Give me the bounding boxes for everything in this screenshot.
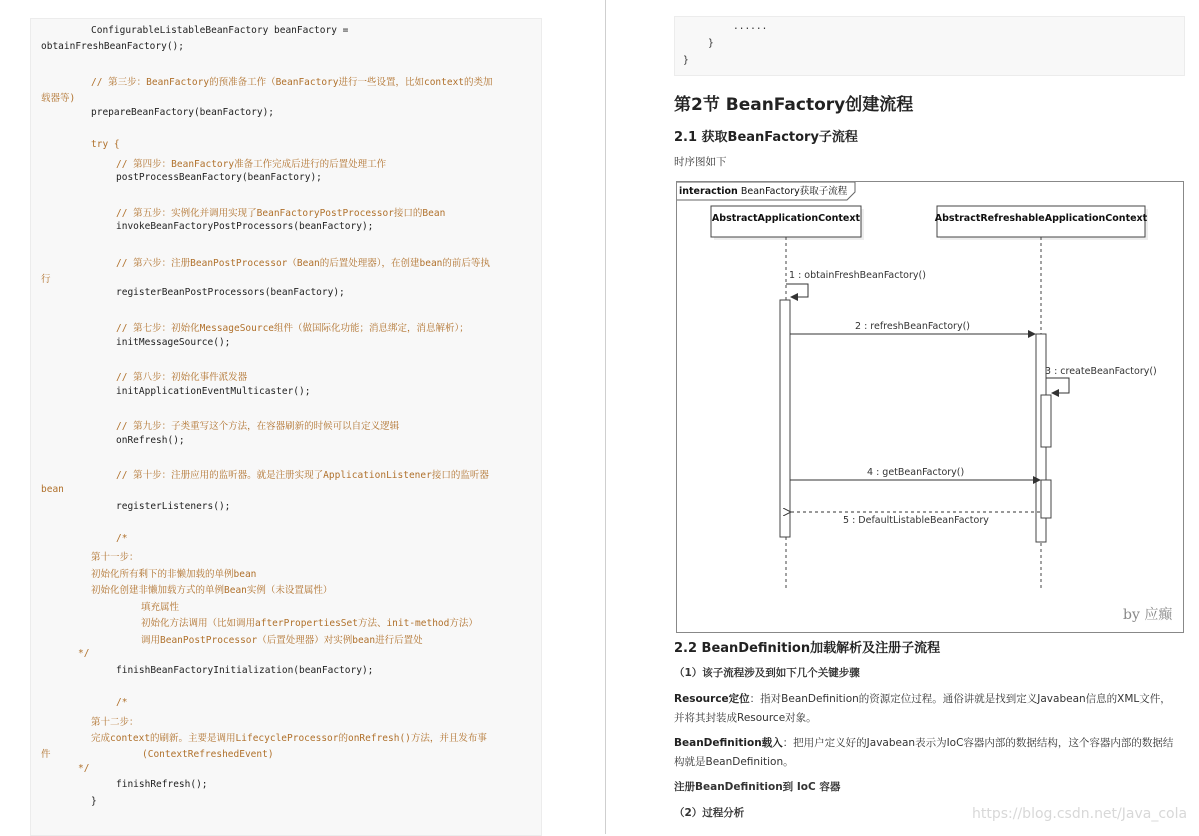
code-line: 调用BeanPostProcessor（后置处理器）对实例bean进行后置处 bbox=[141, 635, 423, 646]
code-line: */ bbox=[78, 763, 90, 774]
code-line: // 第三步：BeanFactory的预准备工作（BeanFactory进行一些设置，比如context的类加 bbox=[91, 77, 493, 88]
bd-text: ：把用户定义好的Javabean表示为IoC容器内部的数据结构，这个容器内部的数据结构就是BeanDefinition。 bbox=[674, 737, 1174, 768]
frame-name: BeanFactory获取子流程 bbox=[740, 186, 848, 197]
code-block bbox=[30, 18, 542, 836]
code-line: */ bbox=[78, 648, 90, 659]
code-line: 第十一步： bbox=[91, 552, 139, 563]
code-line: ...... bbox=[733, 21, 768, 32]
code-line: finishBeanFactoryInitialization(beanFactory); bbox=[116, 665, 374, 676]
code-line: // 第五步：实例化并调用实现了BeanFactoryPostProcessor接口的Bean bbox=[116, 208, 446, 219]
code-line: 初始化所有剩下的非懒加载的单例bean bbox=[91, 569, 257, 580]
code-line: invokeBeanFactoryPostProcessors(beanFactory); bbox=[116, 221, 374, 232]
code-line: finishRefresh(); bbox=[116, 779, 208, 790]
code-line: onRefresh(); bbox=[116, 435, 185, 446]
message-1-arrow bbox=[786, 284, 808, 297]
code-line: /* bbox=[116, 533, 128, 544]
code-line: registerBeanPostProcessors(beanFactory); bbox=[116, 287, 345, 298]
code-line: // 第七步：初始化MessageSource组件（做国际化功能；消息绑定，消息解析）； bbox=[116, 323, 469, 334]
code-line: 完成context的刷新。主要是调用LifecycleProcessor的onRefresh()方法，并且发布事 bbox=[91, 733, 487, 744]
code-line: // 第九步：子类重写这个方法，在容器刷新的时候可以自定义逻辑 bbox=[116, 421, 400, 432]
diagram-signature: by 应癫 bbox=[1123, 607, 1173, 623]
message-5-label: 5 : DefaultListableBeanFactory bbox=[843, 515, 989, 526]
message-3-label: 3 : createBeanFactory() bbox=[1045, 366, 1157, 377]
code-line: // 第十步：注册应用的监听器。就是注册实现了ApplicationListener接口的监听器 bbox=[116, 470, 489, 481]
code-line: 初始化方法调用（比如调用afterPropertiesSet方法、init-method方法） bbox=[141, 618, 478, 629]
code-line: initApplicationEventMulticaster(); bbox=[116, 386, 311, 397]
code-line: } bbox=[91, 796, 97, 807]
register-paragraph: 注册BeanDefinition到 IoC 容器 bbox=[674, 781, 841, 793]
frame-label bbox=[679, 185, 848, 197]
code-line: 件 (ContextRefreshedEvent) bbox=[41, 749, 274, 760]
step-2: （2）过程分析 bbox=[674, 807, 745, 819]
resource-paragraph bbox=[674, 690, 1179, 728]
bd-label: BeanDefinition载入 bbox=[674, 737, 783, 749]
code-line: prepareBeanFactory(beanFactory); bbox=[91, 107, 275, 118]
section-title: 第2节 BeanFactory创建流程 bbox=[674, 95, 914, 115]
code-line: // 第六步：注册BeanPostProcessor（Bean的后置处理器），在创建bean的前后等执 bbox=[116, 258, 490, 269]
code-line: initMessageSource(); bbox=[116, 337, 231, 348]
sequence-diagram bbox=[676, 181, 1184, 633]
code-line: /* bbox=[116, 697, 128, 708]
bd-paragraph bbox=[674, 734, 1179, 772]
code-line: registerListeners(); bbox=[116, 501, 231, 512]
activation-a bbox=[780, 300, 790, 537]
subsection-title-2-1: 2.1 获取BeanFactory子流程 bbox=[674, 130, 858, 145]
resource-text: ：指对BeanDefinition的资源定位过程。通俗讲就是找到定义Javabean信息的XML文件，并将其封装成Resource对象。 bbox=[674, 693, 1171, 724]
sequence-svg bbox=[677, 182, 1183, 632]
sequence-intro: 时序图如下 bbox=[674, 156, 727, 168]
code-line: 行 bbox=[41, 274, 51, 285]
code-line: 初始化创建非懒加载方式的单例Bean实例（未设置属性） bbox=[91, 585, 333, 596]
code-line: 载器等) bbox=[41, 93, 76, 104]
participant-b-label: AbstractRefreshableApplicationContext bbox=[934, 213, 1148, 224]
code-line: 填充属性 bbox=[141, 602, 180, 613]
code-line: try { bbox=[91, 139, 120, 150]
step-1: （1）该子流程涉及到如下几个关键步骤 bbox=[674, 667, 860, 679]
frame-keyword: interaction bbox=[679, 186, 738, 197]
code-line: 第十二步： bbox=[91, 717, 139, 728]
code-line: } bbox=[683, 55, 689, 66]
activation-b-nested-2 bbox=[1041, 480, 1051, 518]
code-block-tail bbox=[674, 16, 1185, 76]
activation-b-nested-1 bbox=[1041, 395, 1051, 447]
code-line: obtainFreshBeanFactory(); bbox=[41, 41, 184, 52]
code-line: postProcessBeanFactory(beanFactory); bbox=[116, 172, 322, 183]
code-line: bean bbox=[41, 484, 64, 495]
code-line: // 第四步：BeanFactory准备工作完成后进行的后置处理工作 bbox=[116, 159, 387, 170]
message-1-label: 1 : obtainFreshBeanFactory() bbox=[789, 270, 926, 281]
code-line: // 第八步：初始化事件派发器 bbox=[116, 372, 248, 383]
message-2-label: 2 : refreshBeanFactory() bbox=[855, 321, 971, 332]
code-line: ConfigurableListableBeanFactory beanFactory = bbox=[91, 25, 349, 36]
code-line: } bbox=[708, 38, 714, 49]
watermark: https://blog.csdn.net/Java_cola bbox=[972, 806, 1188, 822]
participant-a-label: AbstractApplicationContext bbox=[711, 213, 861, 224]
subsection-title-2-2: 2.2 BeanDefinition加载解析及注册子流程 bbox=[674, 641, 941, 656]
message-4-label: 4 : getBeanFactory() bbox=[867, 467, 965, 478]
message-3-arrow bbox=[1046, 378, 1069, 393]
resource-label: Resource定位 bbox=[674, 693, 750, 705]
